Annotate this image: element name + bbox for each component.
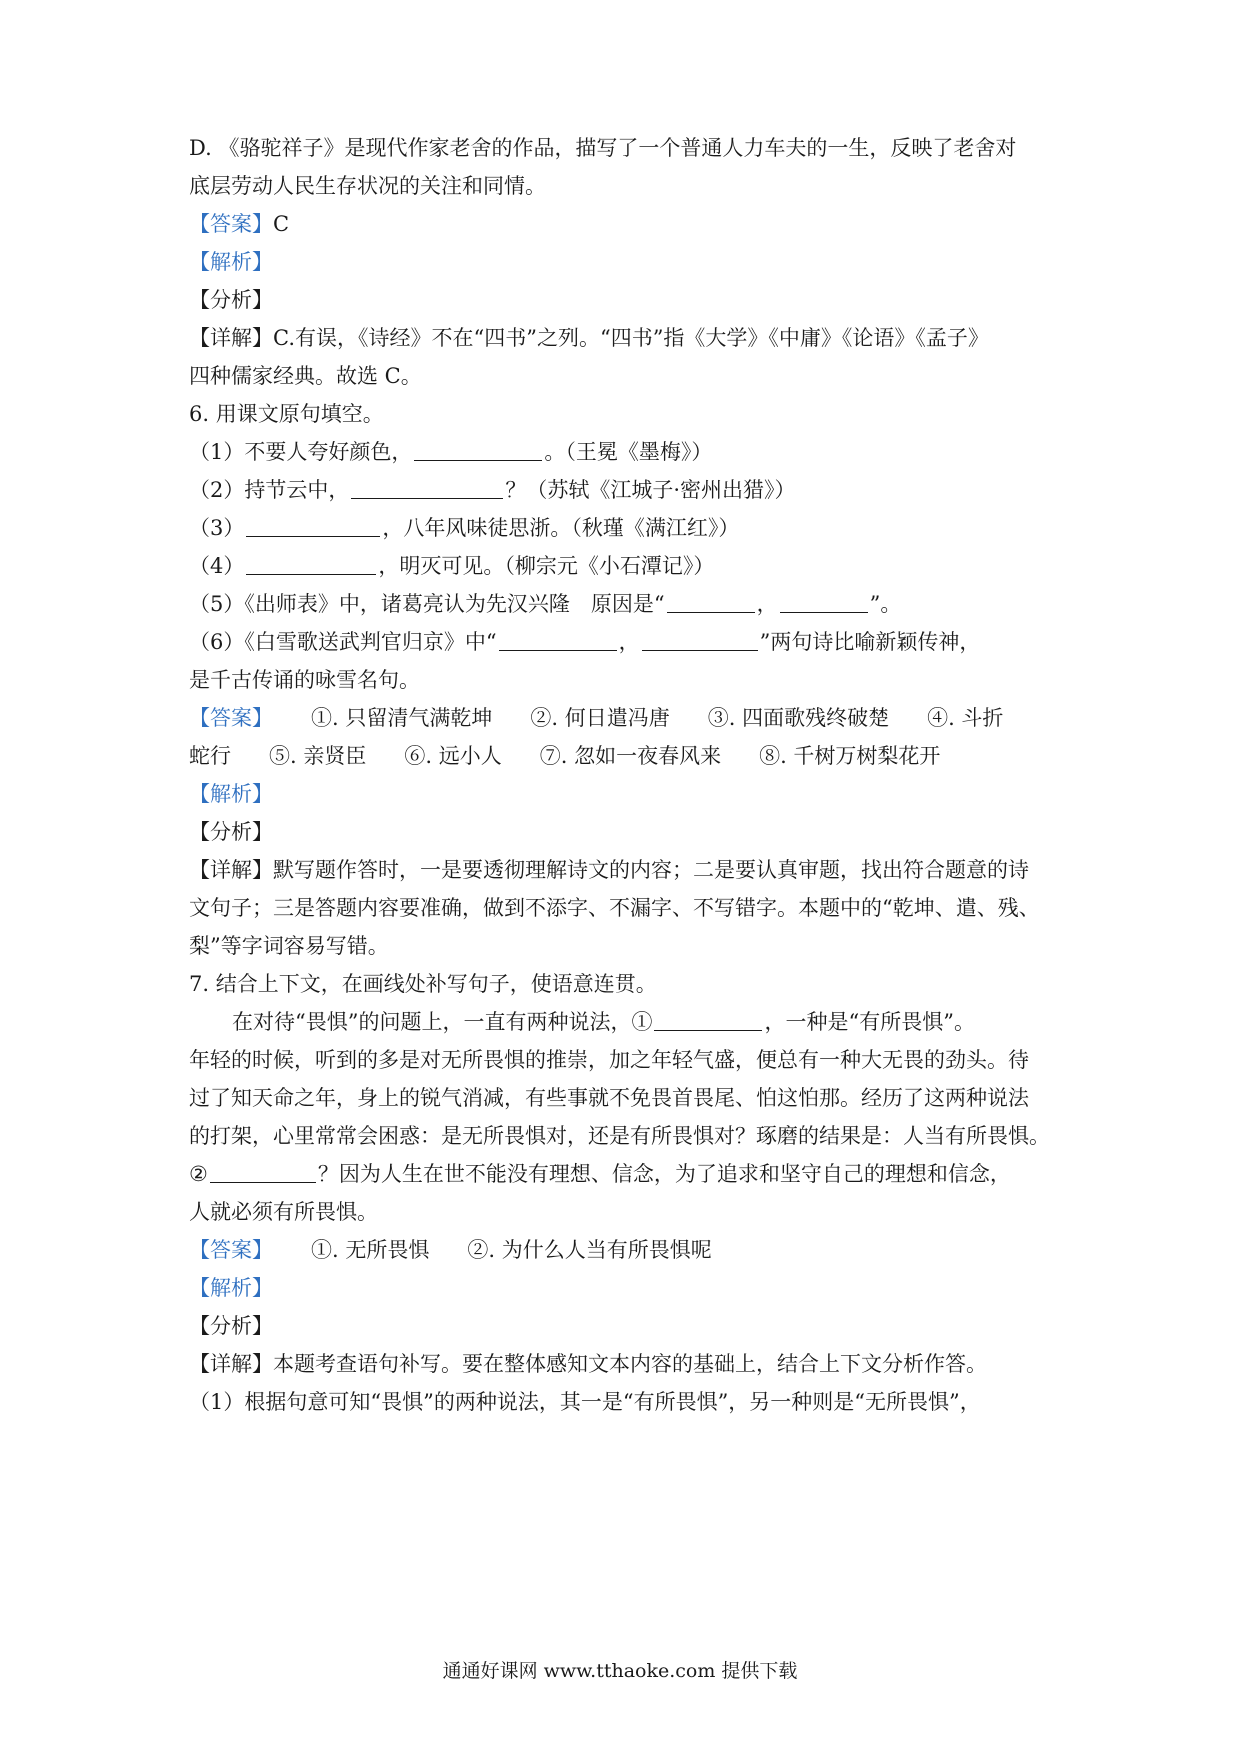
- q6-3-suffix: ，八年风味徒思浙。（秋瑾《满江红》）: [382, 516, 740, 540]
- passage-7-line-4: 的打架，心里常常会困惑：是无所畏惧对，还是有所畏惧对？琢磨的结果是：人当有所畏惧。: [189, 1124, 1050, 1148]
- answer-6-item: 蛇行: [189, 744, 231, 768]
- passage-7-line-5: [189, 1161, 1059, 1187]
- q6-5-suffix: ”。: [869, 592, 902, 616]
- fenxi-tag-5: 【分析】: [189, 288, 273, 312]
- answer-6-line-2: [189, 743, 1059, 769]
- question-7-title: 7. 结合上下文，在画线处补写句子，使语意连贯。: [189, 972, 657, 996]
- passage-7-line-3: 过了知天命之年，身上的锐气消减，有些事就不免畏首畏尾、怕这怕那。经历了这两种说法: [189, 1086, 1029, 1110]
- option-d-line-1: D. 《骆驼祥子》是现代作家老舍的作品，描写了一个普通人力车夫的一生，反映了老舍对: [189, 136, 1017, 160]
- fenxi-tag-6: 【分析】: [189, 820, 273, 844]
- fill-blank: [654, 1010, 762, 1031]
- detail-6-line-1: 【详解】默写题作答时，一是要透彻理解诗文的内容；二是要认真审题，找出符合题意的诗: [189, 858, 1029, 882]
- p7-5-suffix: ？因为人生在世不能没有理想、信念，为了追求和坚守自己的理想和信念，: [317, 1162, 1011, 1186]
- detail-6-line-3: 梨”等字词容易写错。: [189, 934, 389, 958]
- fill-blank: [642, 630, 758, 651]
- q6-6-prefix: （6）《白雪歌送武判官归京》中“: [189, 630, 497, 654]
- answer-5: [189, 211, 1059, 237]
- question-6-title: 6. 用课文原句填空。: [189, 402, 384, 426]
- page-footer: 通通好课网 www.tthaoke.com 提供下载: [442, 1660, 798, 1682]
- detail-6-line-2: 文句子；三是答题内容要准确，做到不添字、不漏字、不写错字。本题中的“乾坤、遣、残、: [189, 896, 1040, 920]
- q6-1-suffix: 。（王冕《墨梅》）: [544, 440, 713, 464]
- fenxi-tag-7: 【分析】: [189, 1314, 273, 1338]
- answer-5-value: C: [273, 212, 290, 236]
- passage-7-line-1: [232, 1009, 1102, 1035]
- fill-blank: [246, 554, 376, 575]
- passage-7-line-2: 年轻的时候，听到的多是对无所畏惧的推崇，加之年轻气盛，便总有一种大无畏的劲头。待: [189, 1048, 1029, 1072]
- q6-5-comma: ，: [756, 592, 778, 616]
- q6-4-prefix: （4）: [189, 554, 245, 578]
- passage-7-line-6: 人就必须有所畏惧。: [189, 1200, 378, 1224]
- question-6-item-6: [189, 629, 1059, 655]
- q6-6-comma: ，: [618, 630, 640, 654]
- p7-5-prefix: ②: [189, 1162, 208, 1186]
- detail-5-line-1: 【详解】C.有误，《诗经》不在“四书”之列。“四书”指《大学》《中庸》《论语》《孟子》: [189, 326, 989, 350]
- q6-1-prefix: （1）不要人夸好颜色，: [189, 440, 413, 464]
- fill-blank: [351, 478, 503, 499]
- q6-3-prefix: （3）: [189, 516, 245, 540]
- answer-6-item: ⑦. 忽如一夜春风来: [539, 744, 722, 768]
- answer-6-item: ④. 斗折: [927, 706, 1004, 730]
- answer-6-item: ①. 只留清气满乾坤: [311, 706, 493, 730]
- answer-tag: 【答案】: [189, 706, 273, 730]
- answer-7-item: ①. 无所畏惧: [311, 1238, 430, 1262]
- fill-blank: [414, 440, 542, 461]
- answer-6-line-1: [189, 705, 1059, 731]
- analysis-tag-5: 【解析】: [189, 250, 273, 274]
- answer-6-item: ②. 何日遣冯唐: [530, 706, 670, 730]
- fill-blank: [667, 592, 755, 613]
- detail-7-line-2: （1）根据句意可知“畏惧”的两种说法，其一是“有所畏惧”，另一种则是“无所畏惧”，: [189, 1390, 981, 1414]
- answer-7: [189, 1237, 1059, 1263]
- answer-6-item: ⑧. 千树万树梨花开: [759, 744, 941, 768]
- question-6-item-3: [189, 515, 1059, 541]
- detail-7-line-1: 【详解】本题考查语句补写。要在整体感知文本内容的基础上，结合上下文分析作答。: [189, 1352, 987, 1376]
- analysis-tag-6: 【解析】: [189, 782, 273, 806]
- question-6-item-1: [189, 439, 1059, 465]
- q6-5-prefix: （5）《出师表》中，诸葛亮认为先汉兴隆 原因是“: [189, 592, 665, 616]
- q6-2-suffix: ？（苏轼《江城子·密州出猎》）: [505, 478, 796, 502]
- question-6-item-5: [189, 591, 1059, 617]
- answer-tag: 【答案】: [189, 212, 273, 236]
- p7-1-prefix: 在对待“畏惧”的问题上，一直有两种说法，①: [232, 1010, 653, 1034]
- option-d-line-2: 底层劳动人民生存状况的关注和同情。: [189, 174, 546, 198]
- detail-5-line-2: 四种儒家经典。故选 C。: [189, 364, 422, 388]
- answer-6-item: ⑥. 远小人: [404, 744, 502, 768]
- fill-blank: [780, 592, 868, 613]
- q6-4-suffix: ，明灭可见。（柳宗元《小石潭记》）: [378, 554, 715, 578]
- question-6-item-6-cont: 是千古传诵的咏雪名句。: [189, 668, 420, 692]
- answer-6-item: ⑤. 亲贤臣: [269, 744, 367, 768]
- fill-blank: [246, 516, 380, 537]
- analysis-tag-7: 【解析】: [189, 1276, 273, 1300]
- q6-2-prefix: （2）持节云中，: [189, 478, 350, 502]
- fill-blank: [210, 1162, 316, 1183]
- p7-1-suffix: ，一种是“有所畏惧”。: [764, 1010, 975, 1034]
- question-6-item-4: [189, 553, 1059, 579]
- answer-6-item: ③. 四面歌残终破楚: [707, 706, 890, 730]
- answer-7-item: ②. 为什么人当有所畏惧呢: [467, 1238, 712, 1262]
- fill-blank: [499, 630, 617, 651]
- question-6-item-2: [189, 477, 1059, 503]
- q6-6-suffix: ”两句诗比喻新颖传神，: [759, 630, 981, 654]
- answer-tag: 【答案】: [189, 1238, 273, 1262]
